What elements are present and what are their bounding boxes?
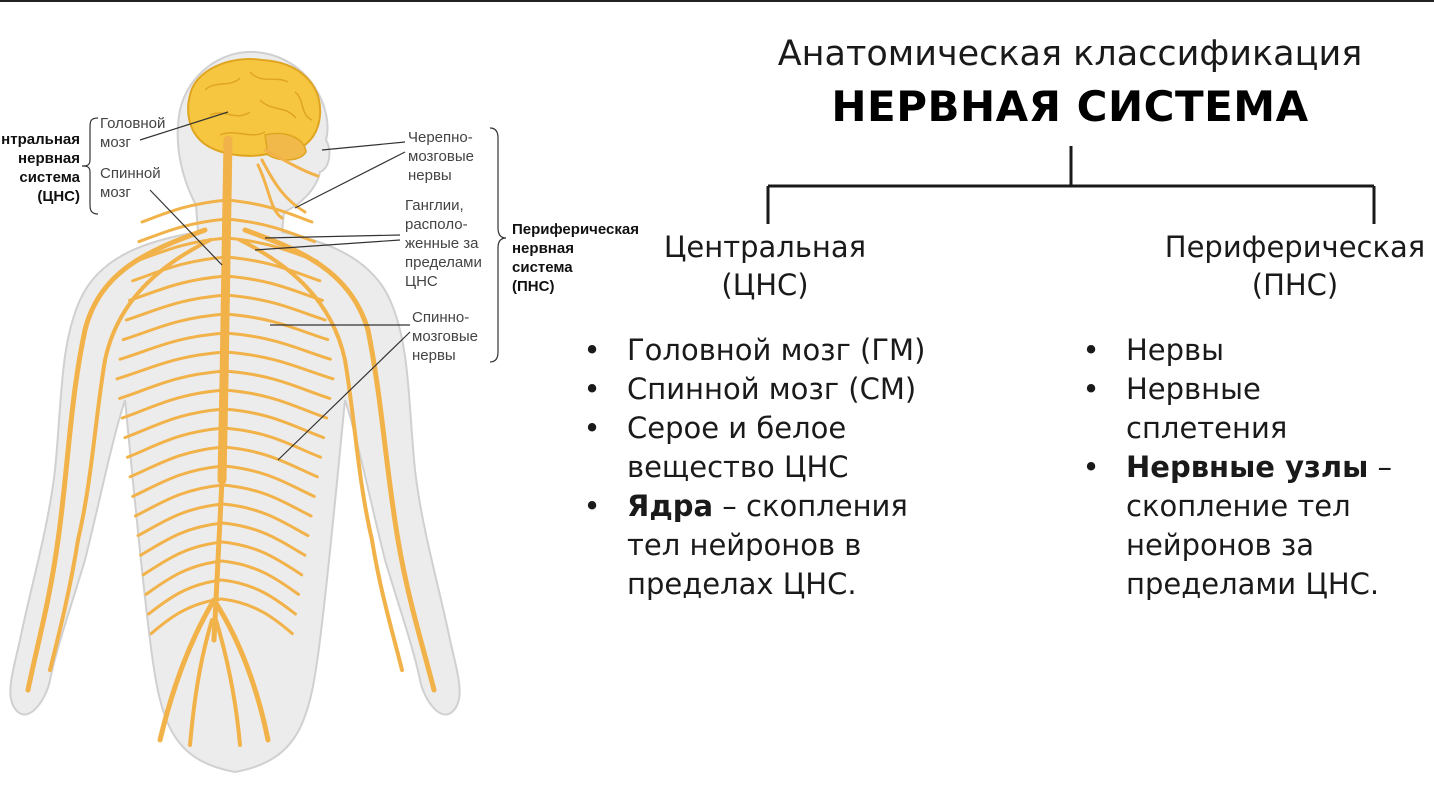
item-text: – скопление тел нейронов за пределами ЦНС.	[1126, 450, 1393, 601]
cns-group-label: нтральная нервная система (ЦНС)	[1, 131, 80, 205]
list-item	[582, 331, 942, 370]
item-text: Головной мозг (ГМ)	[627, 333, 926, 367]
bullet: •	[583, 411, 601, 445]
list-item	[582, 487, 942, 604]
peripheral-list	[1081, 331, 1431, 604]
list-item	[582, 409, 942, 487]
bullet: •	[1082, 333, 1100, 367]
list-item	[1081, 331, 1431, 370]
bullet: •	[583, 489, 601, 523]
item-term: Ядра	[627, 489, 714, 523]
cranial-nerves-label: Черепно- мозговые нервы	[408, 129, 474, 184]
item-text: Нервные сплетения	[1126, 372, 1288, 445]
central-heading: Центральная (ЦНС)	[663, 230, 867, 302]
item-text: Серое и белое вещество ЦНС	[627, 411, 849, 484]
bullet: •	[1082, 372, 1100, 406]
ganglia-label: Ганглии, располо- женные за пределами ЦНС	[405, 197, 482, 290]
list-item	[1081, 448, 1431, 604]
bullet: •	[1082, 450, 1100, 484]
spinal-nerves-label: Спинно- мозговые нервы	[412, 309, 478, 364]
list-item	[1081, 370, 1431, 448]
item-text: Спинной мозг (СМ)	[627, 372, 917, 406]
nervous-system-illustration	[0, 0, 660, 806]
list-item	[582, 370, 942, 409]
brain-shape	[188, 59, 320, 160]
item-text: Нервы	[1126, 333, 1225, 367]
peripheral-heading: Периферическая (ПНС)	[1164, 230, 1426, 302]
spinal-cord-label: Спинной мозг	[100, 165, 161, 201]
bullet: •	[583, 372, 601, 406]
item-term: Нервные узлы	[1126, 450, 1369, 484]
slide-title: НЕРВНАЯ СИСТЕМА	[831, 82, 1309, 131]
brain-label: Головной мозг	[100, 115, 166, 151]
slide-subtitle: Анатомическая классификация	[777, 34, 1363, 74]
pns-group-label: Периферическая нервная система (ПНС)	[512, 221, 639, 295]
item-text: – скопления тел нейронов в пределах ЦНС.	[627, 489, 908, 601]
bullet: •	[583, 333, 601, 367]
central-list	[582, 331, 942, 604]
